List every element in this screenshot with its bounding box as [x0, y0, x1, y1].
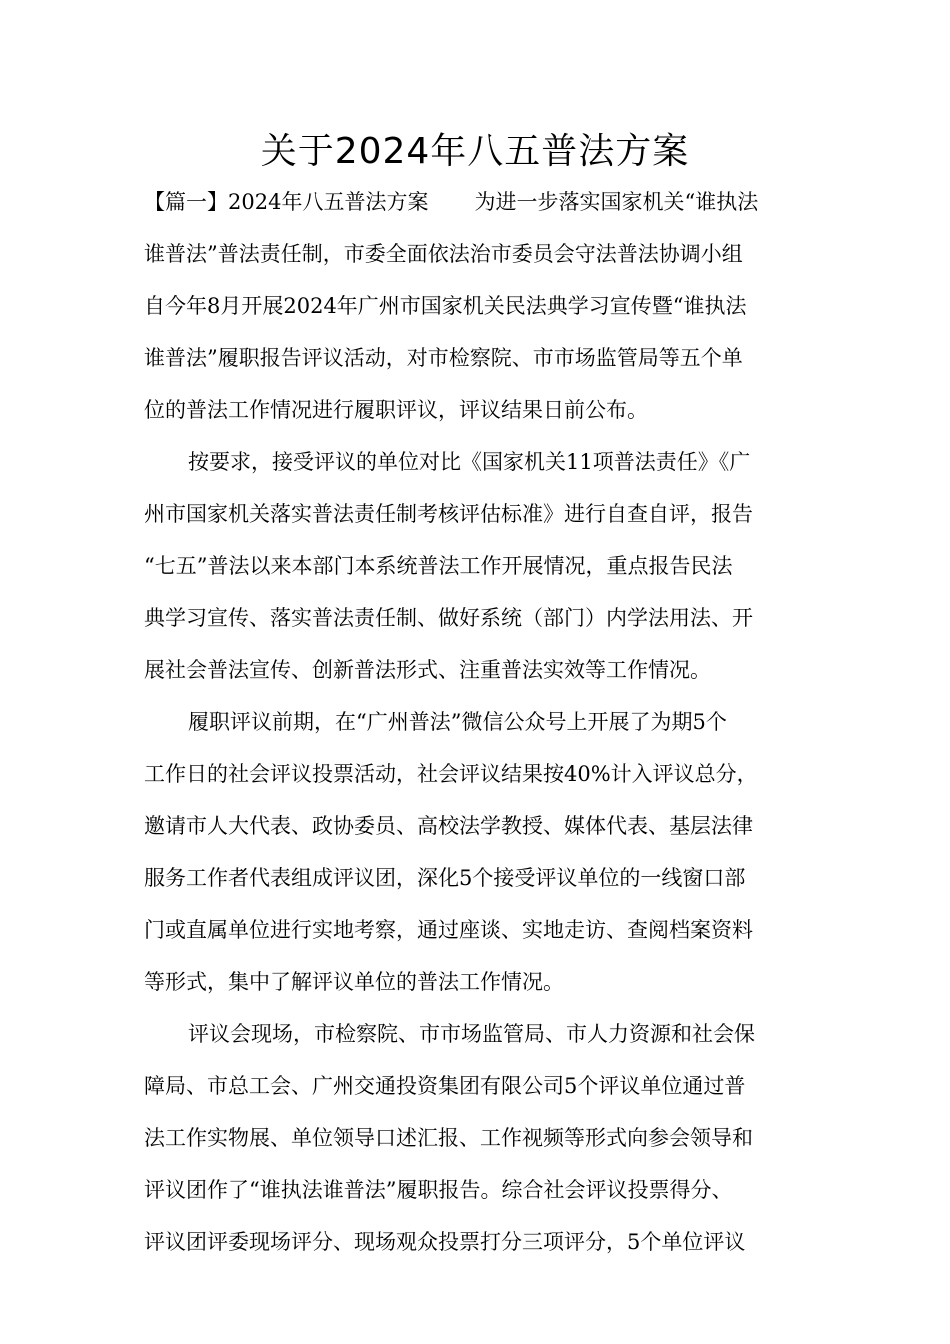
- paragraph-4: [144, 1008, 814, 1268]
- paragraph-line: 州市国家机关落实普法责任制考核评估标准》进行自查自评，报告: [144, 502, 753, 526]
- paragraph-line: [144, 176, 814, 228]
- section-label: 【篇一】2024年八五普法方案: [144, 190, 429, 214]
- paragraph-line: 邀请市人大代表、政协委员、高校法学教授、媒体代表、基层法律: [144, 814, 753, 838]
- paragraph-line: 门或直属单位进行实地考察，通过座谈、实地走访、查阅档案资料: [144, 918, 753, 942]
- paragraph-line: 工作日的社会评议投票活动，社会评议结果按40%计入评议总分，: [144, 762, 758, 786]
- paragraph-1: [144, 176, 814, 436]
- paragraph-line: 评议团作了“谁执法谁普法”履职报告。综合社会评议投票得分、: [144, 1178, 733, 1202]
- paragraph-line: 展社会普法宣传、创新普法形式、注重普法实效等工作情况。: [144, 658, 711, 682]
- paragraph-3: [144, 696, 814, 1008]
- paragraph-line: 法工作实物展、单位领导口述汇报、工作视频等形式向参会领导和: [144, 1126, 753, 1150]
- paragraph-line: 典学习宣传、落实普法责任制、做好系统（部门）内学法用法、开: [144, 606, 753, 630]
- paragraph-line: 评议会现场，市检察院、市市场监管局、市人力资源和社会保: [188, 1022, 755, 1046]
- paragraph-line: 谁普法”普法责任制，市委全面依法治市委员会守法普法协调小组: [144, 242, 743, 266]
- paragraph-line: 自今年8月开展2024年广州市国家机关民法典学习宣传暨“谁执法: [144, 294, 747, 318]
- document-body: [144, 176, 814, 1268]
- paragraph-line: 位的普法工作情况进行履职评议，评议结果日前公布。: [144, 398, 648, 422]
- paragraph-line: “七五”普法以来本部门本系统普法工作开展情况，重点报告民法: [144, 554, 733, 578]
- paragraph-2: [144, 436, 814, 696]
- paragraph-line: 等形式，集中了解评议单位的普法工作情况。: [144, 970, 564, 994]
- document-title: 关于2024年八五普法方案: [260, 131, 690, 172]
- paragraph-line: 谁普法”履职报告评议活动，对市检察院、市市场监管局等五个单: [144, 346, 743, 370]
- paragraph-line: 按要求，接受评议的单位对比《国家机关11项普法责任》《广: [188, 450, 751, 474]
- paragraph-line: 履职评议前期，在“广州普法”微信公众号上开展了为期5个: [188, 710, 727, 734]
- paragraph-line: 服务工作者代表组成评议团，深化5个接受评议单位的一线窗口部: [144, 866, 746, 890]
- paragraph-line-text: 为进一步落实国家机关“谁执法: [474, 190, 759, 214]
- paragraph-line: 评议团评委现场评分、现场观众投票打分三项评分，5个单位评议: [144, 1230, 746, 1254]
- paragraph-line: 障局、市总工会、广州交通投资集团有限公司5个评议单位通过普: [144, 1074, 746, 1098]
